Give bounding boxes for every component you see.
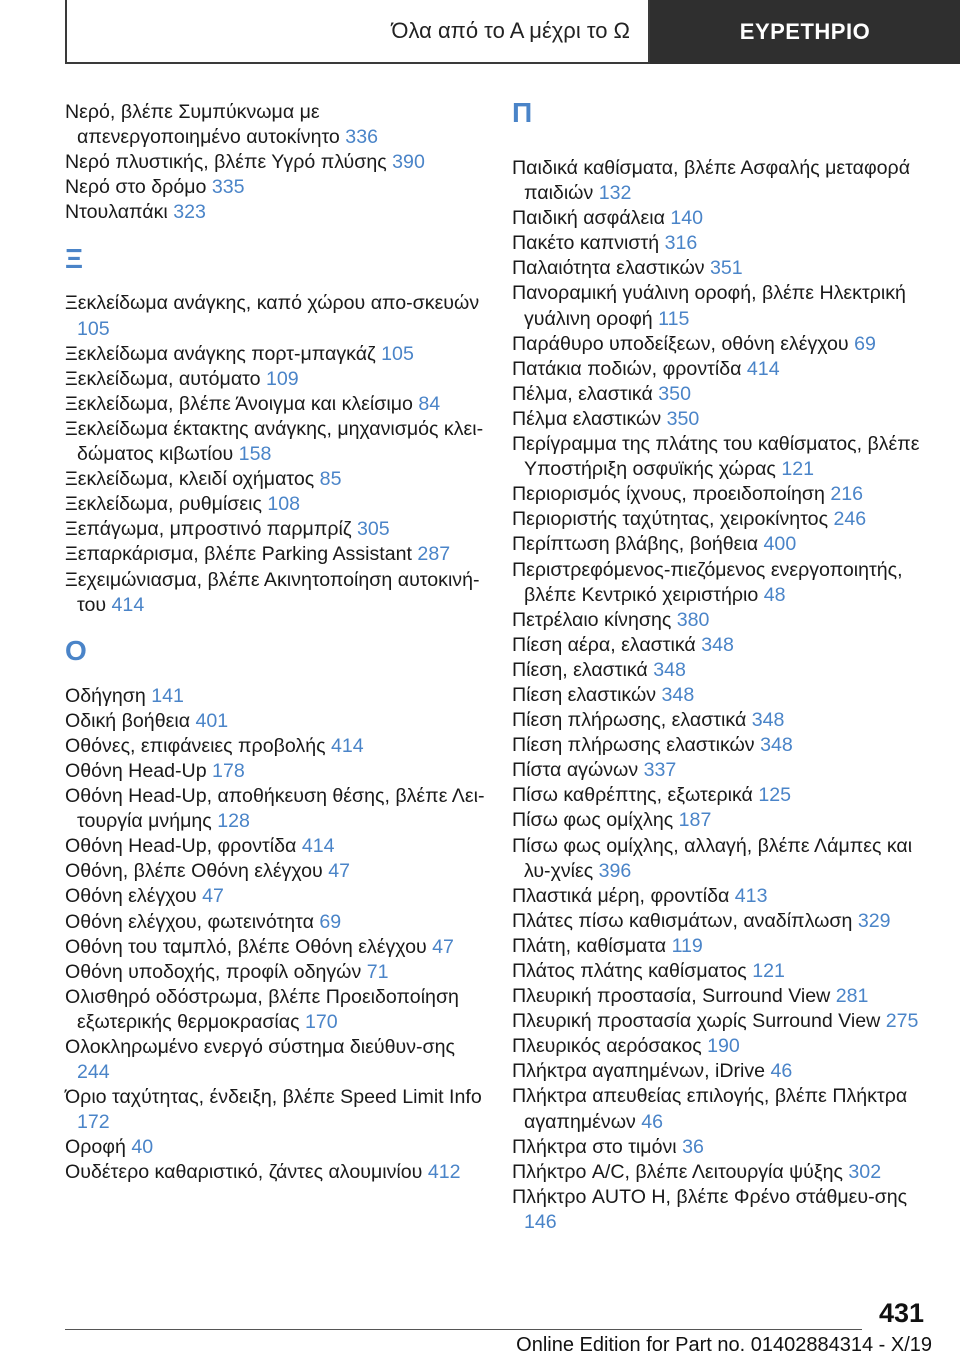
page-reference-link[interactable]: 170 — [305, 1010, 338, 1033]
page-reference-link[interactable]: 46 — [770, 1060, 793, 1083]
index-entry-text: Νερό πλυστικής, βλέπε Υγρό πλύσης — [65, 151, 387, 174]
page-reference-link[interactable]: 244 — [77, 1061, 110, 1084]
index-entry-text: Οθόνη υποδοχής, προφίλ οδηγών — [65, 960, 362, 983]
index-entry-text: Νερό, βλέπε Συμπύκνωμα με απενεργοποιημένο αυτοκίνητο — [65, 101, 340, 149]
index-entry-text: Πίεση πλήρωσης, ελαστικά — [512, 709, 747, 732]
page-reference-link[interactable]: 105 — [381, 342, 414, 365]
index-letter-xi: Ξ — [65, 242, 84, 274]
index-entry — [65, 367, 485, 392]
index-entry-text: Πίσω φως ομίχλης — [512, 809, 674, 832]
index-entry — [512, 959, 932, 984]
index-entry — [65, 100, 485, 150]
page-reference-link[interactable]: 412 — [427, 1161, 461, 1184]
page-reference-link[interactable]: 115 — [658, 307, 690, 330]
index-entry — [512, 1009, 932, 1034]
page-reference-link[interactable]: 121 — [781, 458, 815, 481]
page-reference-link[interactable]: 348 — [751, 709, 785, 732]
index-entry-text: Πίεση, ελαστικά — [512, 658, 648, 681]
page-reference-link[interactable]: 390 — [392, 151, 425, 174]
index-entry-text: Ξεκλείδωμα ανάγκης, καπό χώρου απο-σκευών — [65, 292, 480, 315]
index-entry-text: Πλήκτρα αγαπημένων, iDrive — [512, 1060, 766, 1083]
index-group-xi — [65, 291, 485, 617]
index-entry — [512, 1185, 932, 1235]
index-entry — [512, 608, 932, 633]
page-number: 431 — [878, 1298, 924, 1328]
index-entry — [65, 960, 485, 985]
page-reference-link[interactable]: 348 — [701, 633, 734, 656]
index-entry-text: Ξεκλείδωμα, βλέπε Άνοιγμα και κλείσιμο — [65, 392, 413, 415]
page-reference-link[interactable]: 178 — [212, 759, 245, 782]
page-reference-link[interactable]: 305 — [356, 518, 390, 541]
index-entry-text: Περιορισμός ίχνους, προειδοποίηση — [512, 483, 825, 506]
index-entry — [65, 150, 485, 175]
index-entry-text: Πέλμα ελαστικών — [512, 407, 662, 430]
index-entry-text: Πίεση πλήρωσης ελαστικών — [512, 734, 755, 757]
page-reference-link[interactable]: 109 — [265, 367, 299, 390]
page-reference-link[interactable]: 46 — [641, 1110, 664, 1133]
index-entry-text: Οθόνη του ταμπλό, βλέπε Οθόνη ελέγχου — [65, 935, 427, 958]
page-reference-link[interactable]: 414 — [746, 357, 780, 380]
index-entry — [512, 733, 932, 758]
index-entry — [65, 1160, 485, 1185]
page-reference-link[interactable]: 287 — [417, 543, 451, 566]
page-reference-link[interactable]: 316 — [664, 232, 698, 255]
page-reference-link[interactable]: 71 — [366, 960, 389, 983]
index-entry-text: Παιδική ασφάλεια — [512, 207, 665, 230]
index-entry-text: Οθόνη Head-Up, αποθήκευση θέσης, βλέπε Λει-τουργία μνήμης — [65, 785, 485, 833]
index-entry-text: Ολισθηρό οδόστρωμα, βλέπε Προειδοποίηση εξωτερικής θερμοκρασίας — [65, 985, 459, 1033]
index-entry — [65, 417, 485, 467]
index-entry — [512, 1059, 932, 1084]
index-entry-text: Πλήκτρα στο τιμόνι — [512, 1135, 677, 1158]
index-entry-text: Ξεκλείδωμα έκτακτης ανάγκης, μηχανισμός κλει-δώματος κιβωτίου — [65, 417, 484, 466]
index-entry-text: Περίπτωση βλάβης, βοήθεια — [512, 533, 759, 556]
page-reference-link[interactable]: 351 — [710, 257, 743, 280]
index-entry — [512, 708, 932, 733]
page-reference-link[interactable]: 414 — [301, 835, 335, 858]
index-entry-text: Περίγραμμα της πλάτης του καθίσματος, βλέπε Υποστήριξη οσφυϊκής χώρας — [512, 433, 920, 481]
index-entry — [512, 783, 932, 808]
index-entry — [512, 281, 932, 331]
index-entry-text: Ντουλαπάκι — [65, 201, 168, 224]
page-reference-link[interactable]: 48 — [763, 583, 786, 606]
index-entry — [512, 1084, 932, 1134]
page-reference-link[interactable]: 47 — [432, 935, 454, 958]
page-reference-link[interactable]: 141 — [151, 684, 184, 707]
index-entry — [65, 709, 485, 734]
page-reference-link[interactable]: 281 — [835, 985, 869, 1008]
page-reference-link[interactable]: 335 — [211, 176, 245, 199]
index-entry-text: Πανοραμική γυάλινη οροφή, βλέπε Ηλεκτρική γυάλινη οροφή — [512, 282, 906, 330]
page-reference-link[interactable]: 69 — [854, 332, 876, 355]
index-entry — [512, 683, 932, 708]
index-entry — [512, 1034, 932, 1059]
index-entry-text: Ξεπαρκάρισμα, βλέπε Parking Assistant — [65, 543, 412, 566]
index-entry — [512, 834, 932, 884]
index-entry-text: Ξεπάγωμα, μπροστινό παρμπρίζ — [65, 518, 352, 541]
index-entry-text: Πλήκτρα απευθείας επιλογής, βλέπε Πλήκτρα αγαπημένων — [512, 1085, 908, 1133]
index-entry — [65, 517, 485, 542]
index-entry-text: Ξεκλείδωμα ανάγκης πορτ-μπαγκάζ — [65, 342, 376, 365]
page-reference-link[interactable]: 69 — [319, 910, 342, 933]
index-entry — [65, 467, 485, 492]
index-entry-text: Πλάτος πλάτης καθίσματος — [512, 960, 747, 982]
index-entry — [512, 382, 932, 407]
page-reference-link[interactable]: 302 — [848, 1160, 882, 1183]
index-entry — [65, 759, 485, 784]
index-entry-text: Πατάκια ποδιών, φροντίδα — [512, 357, 742, 380]
index-entry — [65, 542, 485, 567]
index-entry — [512, 1135, 932, 1160]
page-reference-link[interactable]: 128 — [217, 810, 250, 833]
page-reference-link[interactable]: 105 — [77, 317, 110, 340]
page-reference-link[interactable]: 187 — [678, 809, 712, 832]
index-entry — [512, 407, 932, 432]
index-entry-text: Παράθυρο υποδείξεων, οθόνη ελέγχου — [512, 332, 849, 355]
index-entry-text: Οθόνη ελέγχου, φωτεινότητα — [65, 910, 314, 933]
index-entry-text: Οροφή — [65, 1136, 126, 1159]
page-reference-link[interactable]: 40 — [131, 1136, 154, 1159]
index-entry-text: Πλευρική προστασία χωρίς Surround View — [512, 1010, 881, 1033]
index-entry — [65, 985, 485, 1035]
page-reference-link[interactable]: 348 — [653, 658, 686, 681]
footer-divider — [65, 1329, 862, 1330]
index-entry-text: Πέλμα, ελαστικά — [512, 382, 653, 405]
page-reference-link[interactable]: 400 — [763, 533, 797, 556]
index-entry-text: Περιοριστής ταχύτητας, χειροκίνητος — [512, 508, 829, 531]
index-entry-text: Ξεκλείδωμα, αυτόματο — [65, 367, 261, 390]
section-title: ΕΥΡΕΤΗΡΙΟ — [650, 0, 960, 64]
page-reference-link[interactable]: 119 — [671, 934, 703, 957]
page-reference-link[interactable]: 216 — [830, 483, 864, 506]
index-entry-text: Οθόνες, επιφάνειες προβολής — [65, 734, 326, 757]
index-entry-text: Παλαιότητα ελαστικών — [512, 257, 705, 280]
page-reference-link[interactable]: 190 — [707, 1035, 740, 1058]
index-entry — [512, 332, 932, 357]
index-entry — [65, 200, 485, 225]
index-entry — [512, 1160, 932, 1185]
page-header — [65, 0, 960, 64]
index-entry — [512, 984, 932, 1009]
index-entry — [512, 482, 932, 507]
page-reference-link[interactable]: 413 — [734, 884, 768, 907]
page-reference-link[interactable]: 396 — [598, 859, 632, 882]
index-entry — [65, 859, 485, 884]
index-entry-text: Οθόνη Head-Up — [65, 759, 207, 782]
index-entry — [65, 734, 485, 759]
page-reference-link[interactable]: 246 — [833, 508, 867, 531]
index-entry — [512, 432, 932, 482]
index-entry-text: Πίεση αέρα, ελαστικά — [512, 633, 696, 656]
index-entry — [65, 568, 485, 618]
index-entry-text: Πλάτη, καθίσματα — [512, 934, 667, 957]
index-entry-text: Πλήκτρο A/C, βλέπε Λειτουργία ψύξης — [512, 1160, 843, 1183]
page-reference-link[interactable]: 414 — [111, 593, 145, 616]
index-entry — [65, 784, 485, 834]
index-entry — [65, 175, 485, 200]
page-reference-link[interactable]: 158 — [238, 443, 272, 466]
index-entry-text: Πλαστικά μέρη, φροντίδα — [512, 884, 730, 907]
index-group-omicron — [65, 684, 485, 1186]
page-reference-link[interactable]: 337 — [643, 759, 677, 782]
page-reference-link[interactable]: 108 — [267, 493, 301, 516]
edition-note: Online Edition for Part no. 01402884314 - X/19 — [516, 1334, 932, 1356]
index-entry — [65, 884, 485, 909]
index-entry-text: Οδήγηση — [65, 684, 146, 707]
index-entry-text: Πίσω καθρέπτης, εξωτερικά — [512, 784, 753, 807]
index-entry-text: Οθόνη Head-Up, φροντίδα — [65, 835, 297, 858]
page-reference-link[interactable]: 275 — [885, 1010, 919, 1033]
page-reference-link[interactable]: 47 — [328, 860, 350, 883]
page-reference-link[interactable]: 350 — [666, 407, 700, 430]
page-reference-link[interactable]: 47 — [202, 885, 224, 908]
index-entry — [512, 357, 932, 382]
page-reference-link[interactable]: 172 — [77, 1111, 110, 1134]
index-entry-text: Ουδέτερο καθαριστικό, ζάντες αλουμινίου — [65, 1161, 423, 1184]
index-entry-text: Πλευρικός αερόσακος — [512, 1035, 702, 1058]
index-entry — [512, 909, 932, 934]
index-entry — [512, 884, 932, 909]
page-reference-link[interactable]: 146 — [524, 1210, 557, 1233]
page-reference-link[interactable]: 401 — [195, 709, 229, 732]
index-entry — [65, 492, 485, 517]
page-reference-link[interactable]: 132 — [598, 182, 632, 205]
index-column-left — [65, 100, 485, 1186]
index-entry — [512, 758, 932, 783]
index-entry-text: Πίεση ελαστικών — [512, 683, 657, 706]
index-entry-text: Πίστα αγώνων — [512, 759, 639, 782]
index-entry — [65, 684, 485, 709]
page-reference-link[interactable]: 380 — [676, 608, 710, 631]
index-entry — [65, 1085, 485, 1135]
page-reference-link[interactable]: 121 — [752, 960, 785, 982]
index-entry-text: Περιστρεφόμενος-πιεζόμενος ενεργοποιητής, βλέπε Κεντρικό χειριστήριο — [512, 558, 903, 606]
index-column-right — [512, 97, 932, 1235]
index-entry — [512, 532, 932, 557]
page-reference-link[interactable]: 329 — [857, 909, 891, 932]
index-entry-text: Ξεκλείδωμα, ρυθμίσεις — [65, 493, 262, 516]
index-entry — [512, 231, 932, 256]
index-entry — [65, 1135, 485, 1160]
index-entry-text: Παιδικά καθίσματα, βλέπε Ασφαλής μεταφορά παιδιών — [512, 157, 911, 205]
index-entry — [512, 558, 932, 608]
page-reference-link[interactable]: 36 — [682, 1135, 704, 1158]
index-entry-text: Ξεκλείδωμα, κλειδί οχήματος — [65, 468, 315, 491]
index-entry-text: Όριο ταχύτητας, ένδειξη, βλέπε Speed Limit Info — [65, 1086, 482, 1109]
index-entry — [65, 342, 485, 367]
page-reference-link[interactable]: 84 — [418, 392, 441, 415]
page-reference-link[interactable]: 323 — [173, 201, 206, 224]
index-entry-text: Οδική βοήθεια — [65, 709, 191, 732]
index-entry — [512, 633, 932, 658]
page-reference-link[interactable]: 350 — [658, 382, 691, 405]
page-reference-link[interactable]: 125 — [758, 784, 792, 807]
index-entry-text: Πακέτο καπνιστή — [512, 232, 660, 255]
index-entry — [512, 658, 932, 683]
index-entry-text: Ξεχειμώνιασμα, βλέπε Ακινητοποίηση αυτοκινή-του — [65, 568, 480, 616]
index-entry — [65, 935, 485, 960]
index-group-pi — [512, 156, 932, 1235]
index-entry — [512, 206, 932, 231]
index-entry — [512, 808, 932, 833]
page-reference-link[interactable]: 140 — [670, 207, 704, 230]
index-entry — [512, 934, 932, 959]
index-entry-text: Πλευρική προστασία, Surround View — [512, 985, 831, 1008]
index-letter-omicron: Ο — [65, 635, 87, 667]
index-entry-text: Οθόνη, βλέπε Οθόνη ελέγχου — [65, 860, 323, 883]
page-reference-link[interactable]: 85 — [319, 468, 342, 491]
index-entry — [65, 392, 485, 417]
index-entry-text: Πετρέλαιο κίνησης — [512, 608, 672, 631]
chapter-title: Όλα από το Α μέχρι το Ω — [65, 0, 650, 64]
page-reference-link[interactable]: 414 — [331, 734, 364, 757]
index-entry — [512, 156, 932, 206]
index-entry-text: Πίσω φως ομίχλης, αλλαγή, βλέπε Λάμπες και λυ-χνίες — [512, 834, 913, 882]
index-entry — [512, 507, 932, 532]
index-entry — [65, 1035, 485, 1085]
index-entry — [65, 910, 485, 935]
page-reference-link[interactable]: 348 — [760, 734, 793, 757]
index-entry-text: Ολοκληρωμένο ενεργό σύστημα διεύθυν-σης — [65, 1036, 455, 1058]
index-entry-text: Πλήκτρο AUTO H, βλέπε Φρένο στάθμευ-σης — [512, 1185, 908, 1208]
index-group-n — [65, 100, 485, 225]
index-entry — [512, 256, 932, 281]
index-entry — [65, 291, 485, 341]
page-reference-link[interactable]: 348 — [661, 683, 695, 706]
index-entry-text: Πλάτες πίσω καθισμάτων, αναδίπλωση — [512, 909, 853, 932]
index-entry-text: Οθόνη ελέγχου — [65, 885, 197, 908]
index-letter-pi: Π — [512, 97, 533, 128]
index-entry-text: Νερό στο δρόμο — [65, 176, 207, 199]
page-reference-link[interactable]: 336 — [345, 126, 378, 149]
index-entry — [65, 834, 485, 859]
